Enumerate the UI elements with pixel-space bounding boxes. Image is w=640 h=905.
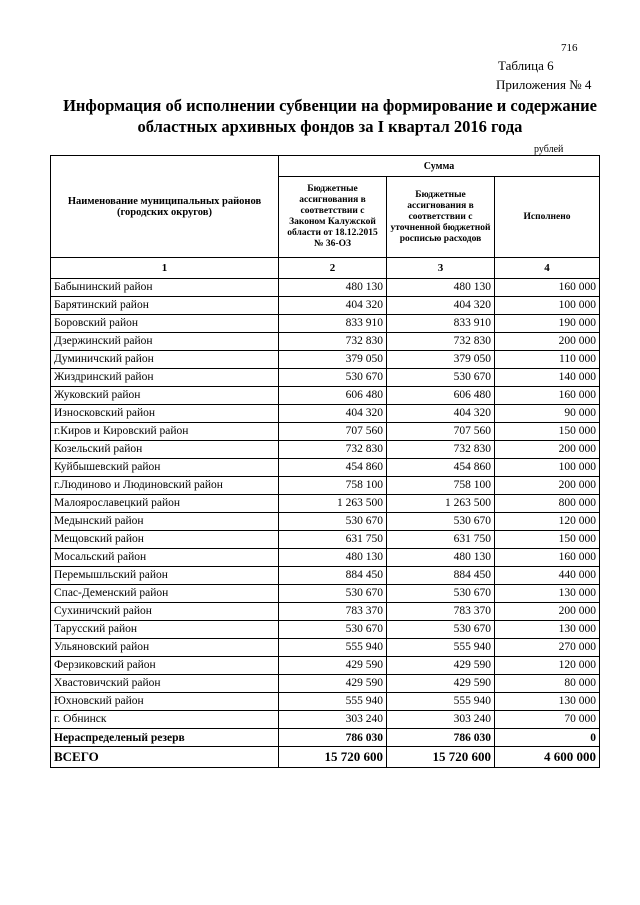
district-name: Барятинский район (51, 297, 279, 315)
refined-amount: 555 940 (387, 639, 495, 657)
district-name: Козельский район (51, 441, 279, 459)
table-label: Таблица 6 (498, 58, 554, 73)
district-name: г.Людиново и Людиновский район (51, 477, 279, 495)
table-row (51, 585, 600, 603)
law-amount: 732 830 (279, 441, 387, 459)
executed-amount: 150 000 (495, 531, 600, 549)
district-name: Спас-Деменский район (51, 585, 279, 603)
executed-amount: 80 000 (495, 675, 600, 693)
refined-amount: 606 480 (387, 387, 495, 405)
document-title (40, 95, 620, 137)
district-name: г.Киров и Кировский район (51, 423, 279, 441)
header-col-refined: Бюджетные ассигнования в соответствии с уточненной бюджетной росписью расходов (387, 177, 495, 258)
total-law: 15 720 600 (279, 747, 387, 768)
executed-amount: 160 000 (495, 387, 600, 405)
law-amount: 480 130 (279, 279, 387, 297)
refined-amount: 429 590 (387, 657, 495, 675)
law-amount: 732 830 (279, 333, 387, 351)
col-number: 2 (279, 258, 387, 279)
table-row (51, 351, 600, 369)
executed-amount: 90 000 (495, 405, 600, 423)
district-name: Ульяновский район (51, 639, 279, 657)
district-name: Дзержинский район (51, 333, 279, 351)
refined-amount: 404 320 (387, 297, 495, 315)
table-row (51, 621, 600, 639)
refined-amount: 732 830 (387, 333, 495, 351)
table-row (51, 603, 600, 621)
table-row (51, 495, 600, 513)
district-name: Малоярославецкий район (51, 495, 279, 513)
executed-amount: 130 000 (495, 621, 600, 639)
refined-amount: 480 130 (387, 549, 495, 567)
subvention-table (50, 155, 600, 768)
table-row (51, 693, 600, 711)
table-row (51, 333, 600, 351)
header-name: Наименование муниципальных районов (городских округов) (51, 156, 279, 258)
executed-amount: 140 000 (495, 369, 600, 387)
executed-amount: 270 000 (495, 639, 600, 657)
table-row (51, 657, 600, 675)
col-number: 4 (495, 258, 600, 279)
executed-amount: 130 000 (495, 585, 600, 603)
refined-amount: 530 670 (387, 369, 495, 387)
header-sum: Сумма (279, 156, 600, 177)
law-amount: 631 750 (279, 531, 387, 549)
header-col-executed: Исполнено (495, 177, 600, 258)
law-amount: 783 370 (279, 603, 387, 621)
executed-amount: 160 000 (495, 279, 600, 297)
reserve-row (51, 729, 600, 747)
executed-amount: 120 000 (495, 513, 600, 531)
district-name: Жуковский район (51, 387, 279, 405)
table-row (51, 531, 600, 549)
law-amount: 707 560 (279, 423, 387, 441)
district-name: Юхновский район (51, 693, 279, 711)
district-name: Хвастовичский район (51, 675, 279, 693)
law-amount: 404 320 (279, 297, 387, 315)
col-number: 1 (51, 258, 279, 279)
executed-amount: 200 000 (495, 441, 600, 459)
table-row (51, 387, 600, 405)
refined-amount: 783 370 (387, 603, 495, 621)
total-name: ВСЕГО (51, 747, 279, 768)
district-name: Перемышльский район (51, 567, 279, 585)
table-row (51, 441, 600, 459)
executed-amount: 200 000 (495, 333, 600, 351)
reserve-executed: 0 (495, 729, 600, 747)
executed-amount: 160 000 (495, 549, 600, 567)
law-amount: 379 050 (279, 351, 387, 369)
district-name: Тарусский район (51, 621, 279, 639)
refined-amount: 480 130 (387, 279, 495, 297)
column-number-row (51, 258, 600, 279)
refined-amount: 303 240 (387, 711, 495, 729)
executed-amount: 110 000 (495, 351, 600, 369)
refined-amount: 530 670 (387, 513, 495, 531)
refined-amount: 758 100 (387, 477, 495, 495)
law-amount: 555 940 (279, 639, 387, 657)
executed-amount: 70 000 (495, 711, 600, 729)
header-col-law: Бюджетные ассигнования в соответствии с Законом Калужской области от 18.12.2015 № 36-ОЗ (279, 177, 387, 258)
law-amount: 530 670 (279, 369, 387, 387)
table-row (51, 567, 600, 585)
executed-amount: 200 000 (495, 603, 600, 621)
law-amount: 530 670 (279, 513, 387, 531)
col-number: 3 (387, 258, 495, 279)
law-amount: 429 590 (279, 675, 387, 693)
refined-amount: 530 670 (387, 585, 495, 603)
table-row (51, 639, 600, 657)
district-name: Износковский район (51, 405, 279, 423)
executed-amount: 800 000 (495, 495, 600, 513)
law-amount: 429 590 (279, 657, 387, 675)
refined-amount: 707 560 (387, 423, 495, 441)
refined-amount: 530 670 (387, 621, 495, 639)
table-row (51, 405, 600, 423)
law-amount: 555 940 (279, 693, 387, 711)
reserve-name: Нераспределеный резерв (51, 729, 279, 747)
executed-amount: 190 000 (495, 315, 600, 333)
refined-amount: 379 050 (387, 351, 495, 369)
law-amount: 303 240 (279, 711, 387, 729)
district-name: Сухиничский район (51, 603, 279, 621)
page-number: 716 (561, 42, 578, 54)
refined-amount: 833 910 (387, 315, 495, 333)
reserve-law: 786 030 (279, 729, 387, 747)
table-row (51, 279, 600, 297)
law-amount: 404 320 (279, 405, 387, 423)
refined-amount: 454 860 (387, 459, 495, 477)
table-body (51, 279, 600, 729)
law-amount: 480 130 (279, 549, 387, 567)
total-executed: 4 600 000 (495, 747, 600, 768)
appendix-label: Приложения № 4 (496, 77, 592, 92)
refined-amount: 429 590 (387, 675, 495, 693)
executed-amount: 200 000 (495, 477, 600, 495)
law-amount: 884 450 (279, 567, 387, 585)
table-row (51, 711, 600, 729)
law-amount: 1 263 500 (279, 495, 387, 513)
law-amount: 530 670 (279, 621, 387, 639)
table-row (51, 513, 600, 531)
currency-note: рублей (534, 144, 564, 155)
refined-amount: 1 263 500 (387, 495, 495, 513)
district-name: Мосальский район (51, 549, 279, 567)
reserve-refined: 786 030 (387, 729, 495, 747)
district-name: Медынский район (51, 513, 279, 531)
table-row (51, 423, 600, 441)
district-name: Думиничский район (51, 351, 279, 369)
total-row (51, 747, 600, 768)
title-line-2: областных архивных фондов за I квартал 2016 года (137, 117, 523, 136)
executed-amount: 150 000 (495, 423, 600, 441)
law-amount: 606 480 (279, 387, 387, 405)
district-name: Ферзиковский район (51, 657, 279, 675)
district-name: Жиздринский район (51, 369, 279, 387)
law-amount: 833 910 (279, 315, 387, 333)
title-line-1: Информация об исполнении субвенции на формирование и содержание (63, 96, 597, 115)
refined-amount: 884 450 (387, 567, 495, 585)
table-row (51, 675, 600, 693)
refined-amount: 732 830 (387, 441, 495, 459)
table-row (51, 477, 600, 495)
executed-amount: 440 000 (495, 567, 600, 585)
table-row (51, 369, 600, 387)
executed-amount: 130 000 (495, 693, 600, 711)
law-amount: 530 670 (279, 585, 387, 603)
refined-amount: 404 320 (387, 405, 495, 423)
law-amount: 454 860 (279, 459, 387, 477)
law-amount: 758 100 (279, 477, 387, 495)
executed-amount: 120 000 (495, 657, 600, 675)
executed-amount: 100 000 (495, 459, 600, 477)
executed-amount: 100 000 (495, 297, 600, 315)
table-row (51, 297, 600, 315)
district-name: Бабынинский район (51, 279, 279, 297)
table-row (51, 549, 600, 567)
district-name: Куйбышевский район (51, 459, 279, 477)
district-name: Мещовский район (51, 531, 279, 549)
district-name: Боровский район (51, 315, 279, 333)
table-row (51, 315, 600, 333)
total-refined: 15 720 600 (387, 747, 495, 768)
refined-amount: 555 940 (387, 693, 495, 711)
district-name: г. Обнинск (51, 711, 279, 729)
refined-amount: 631 750 (387, 531, 495, 549)
table-row (51, 459, 600, 477)
